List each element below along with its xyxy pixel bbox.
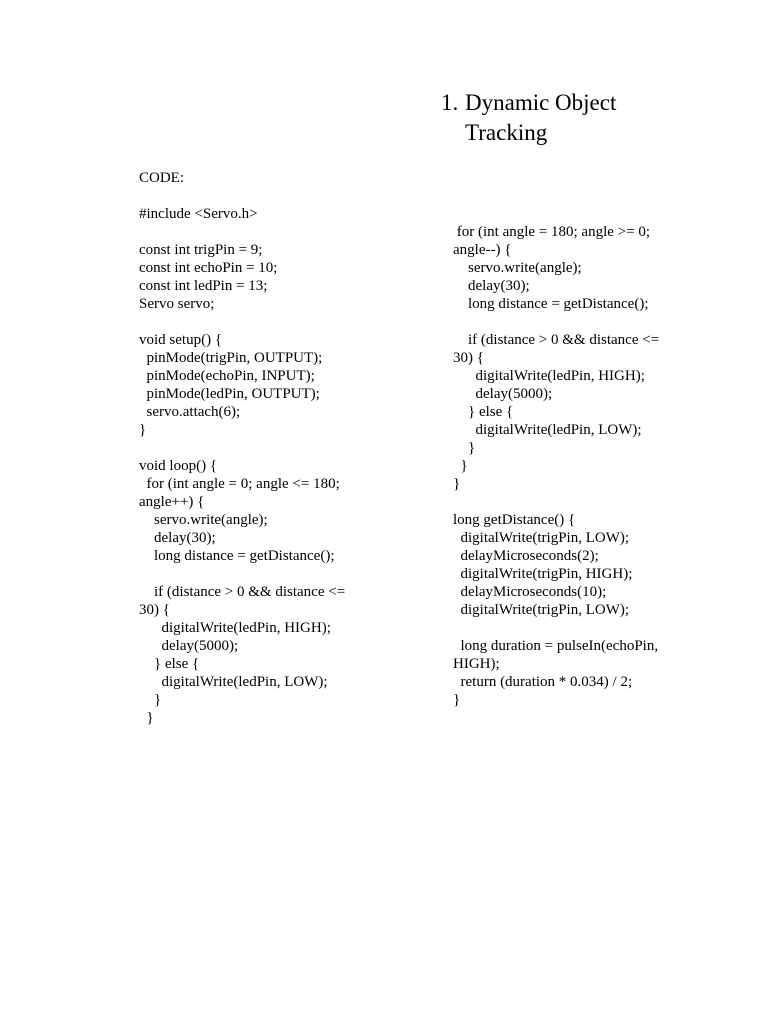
code-line: } (139, 422, 147, 438)
code-line: HIGH); (453, 656, 500, 672)
code-line: angle++) { (139, 494, 205, 510)
code-line: angle--) { (453, 242, 512, 258)
code-line: if (distance > 0 && distance <= (139, 584, 346, 600)
code-line: servo.write(angle); (139, 512, 268, 528)
code-line: const int trigPin = 9; (139, 242, 263, 258)
heading-number: 1. (441, 90, 459, 115)
code-line (453, 619, 683, 637)
code-line (139, 565, 369, 583)
heading-title-line-1: Dynamic Object (465, 90, 617, 115)
code-line: delay(30); (139, 530, 216, 546)
code-line: long duration = pulseIn(echoPin, (453, 638, 659, 654)
code-line: 30) { (453, 350, 484, 366)
code-line: delayMicroseconds(10); (453, 584, 607, 600)
code-line: void setup() { (139, 332, 223, 348)
code-line: delay(30); (453, 278, 530, 294)
code-line: long distance = getDistance(); (139, 548, 335, 564)
code-line (453, 493, 683, 511)
code-line: Servo servo; (139, 296, 215, 312)
code-line: const int ledPin = 13; (139, 278, 268, 294)
code-line: 30) { (139, 602, 170, 618)
code-line: for (int angle = 180; angle >= 0; (453, 224, 650, 240)
code-line: } (453, 476, 461, 492)
code-line: long distance = getDistance(); (453, 296, 649, 312)
code-line: delay(5000); (453, 386, 553, 402)
code-line: if (distance > 0 && distance <= (453, 332, 660, 348)
code-column-right (453, 223, 683, 709)
code-line: return (duration * 0.034) / 2; (453, 674, 633, 690)
code-line (139, 313, 369, 331)
code-line: digitalWrite(ledPin, HIGH); (139, 620, 331, 636)
code-line: pinMode(trigPin, OUTPUT); (139, 350, 323, 366)
code-line: void loop() { (139, 458, 218, 474)
code-column-left (139, 169, 369, 727)
code-line: digitalWrite(trigPin, LOW); (453, 530, 630, 546)
code-line: CODE: (139, 170, 184, 186)
code-line: } (453, 440, 476, 456)
code-line: digitalWrite(ledPin, LOW); (453, 422, 642, 438)
code-line: servo.write(angle); (453, 260, 582, 276)
code-line: digitalWrite(ledPin, HIGH); (453, 368, 645, 384)
code-line: } (453, 692, 461, 708)
code-line: } (139, 692, 162, 708)
code-line (139, 187, 369, 205)
code-line: } else { (139, 656, 200, 672)
code-line: const int echoPin = 10; (139, 260, 278, 276)
code-line (453, 313, 683, 331)
code-line: } (139, 710, 154, 726)
code-line: pinMode(ledPin, OUTPUT); (139, 386, 320, 402)
code-line: digitalWrite(trigPin, HIGH); (453, 566, 633, 582)
code-line: } else { (453, 404, 514, 420)
code-line: digitalWrite(ledPin, LOW); (139, 674, 328, 690)
code-line: long getDistance() { (453, 512, 576, 528)
heading-title-line-2: Tracking (465, 120, 548, 145)
code-line (139, 439, 369, 457)
code-line (139, 223, 369, 241)
code-line: delayMicroseconds(2); (453, 548, 599, 564)
code-line: for (int angle = 0; angle <= 180; (139, 476, 340, 492)
code-line: } (453, 458, 468, 474)
code-line: #include <Servo.h> (139, 206, 258, 222)
code-line: pinMode(echoPin, INPUT); (139, 368, 315, 384)
code-line: digitalWrite(trigPin, LOW); (453, 602, 630, 618)
code-line: delay(5000); (139, 638, 239, 654)
code-line: servo.attach(6); (139, 404, 241, 420)
